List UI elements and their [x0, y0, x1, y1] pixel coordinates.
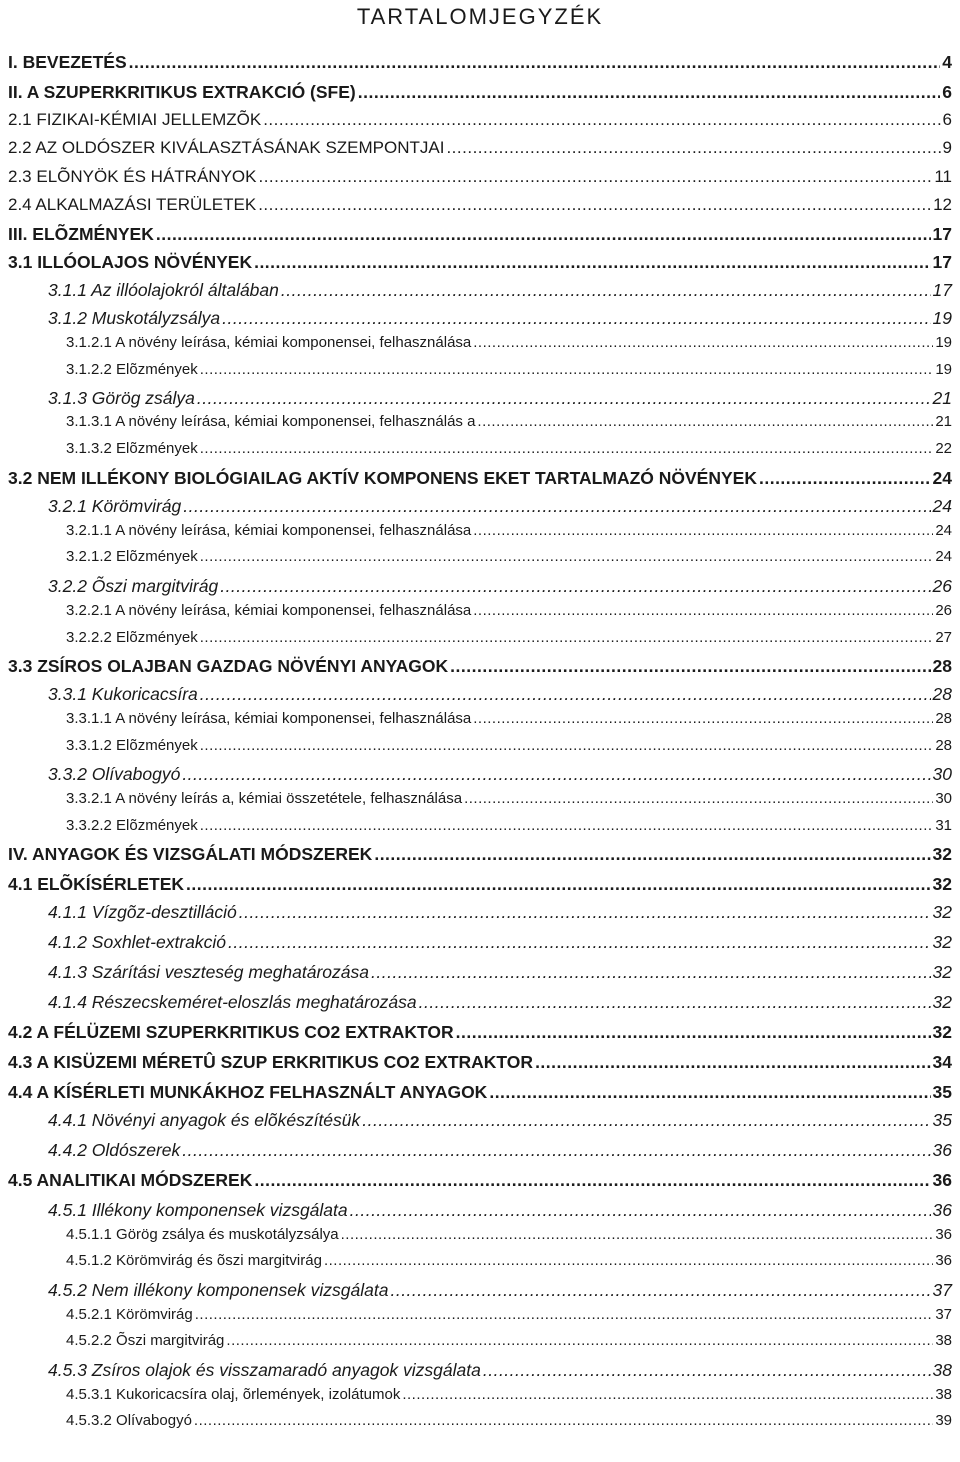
toc-entry-page: 36	[935, 1226, 952, 1243]
toc-entry-label: III. ELÕZMÉNYEK	[8, 224, 154, 244]
toc-entry[interactable]	[48, 962, 952, 983]
toc-entry-page: 38	[935, 1386, 952, 1403]
toc-entry[interactable]	[66, 522, 952, 539]
toc-entry-label: 2.2 AZ OLDÓSZER KIVÁLASZTÁSÁNAK SZEMPONTJAI	[8, 138, 445, 157]
toc-entry-label: 3.1.2.1 A növény leírása, kémiai komponensei, felhasználása	[66, 334, 472, 351]
toc-entry-page: 28	[932, 684, 952, 704]
dot-leader	[182, 764, 930, 785]
dot-leader	[228, 932, 931, 953]
toc-entry[interactable]	[66, 1412, 952, 1429]
toc-entry-label: 4.4 A KÍSÉRLETI MUNKÁKHOZ FELHASZNÁLT ANYAGOK	[8, 1082, 488, 1102]
toc-entry[interactable]	[66, 1386, 952, 1403]
toc-entry[interactable]	[66, 548, 952, 565]
toc-entry-label: 4.5.2 Nem illékony komponensek vizsgálata	[48, 1280, 389, 1300]
dot-leader	[350, 1200, 931, 1221]
dot-leader	[263, 110, 940, 130]
toc-entry-page: 38	[932, 1360, 952, 1380]
toc-entry-label: 3.3.1.1 A növény leírása, kémiai komponensei, felhasználása	[66, 710, 472, 727]
toc-entry-label: 4.4.2 Oldószerek	[48, 1140, 181, 1160]
toc-entry-page: 24	[932, 468, 952, 488]
toc-entry-label: 4.5.2.2 Õszi margitvirág	[66, 1332, 225, 1349]
dot-leader	[281, 280, 931, 301]
toc-entry-page: 32	[932, 962, 952, 982]
toc-entry-label: 3.2.2.1 A növény leírása, kémiai komponensei, felhasználása	[66, 602, 472, 619]
toc-entry[interactable]	[66, 334, 952, 351]
toc-entry-page: 34	[932, 1052, 952, 1072]
toc-entry[interactable]	[66, 1252, 952, 1269]
toc-entry-page: 36	[932, 1170, 952, 1190]
dot-leader	[226, 1332, 933, 1349]
toc-entry-label: 4.5.1.1 Görög zsálya és muskotályzsálya	[66, 1226, 339, 1243]
toc-entry-label: 3.1.2 Muskotályzsálya	[48, 308, 221, 328]
toc-entry-page: 26	[935, 602, 952, 619]
dot-leader	[200, 684, 931, 705]
toc-entry-label: 3.3.2.1 A növény leírás a, kémiai összetétele, felhasználása	[66, 790, 463, 807]
toc-entry-page: 11	[934, 167, 952, 186]
toc-entry[interactable]	[8, 195, 952, 215]
dot-leader	[254, 1170, 930, 1191]
toc-entry[interactable]	[8, 874, 952, 895]
toc-entry-label: 4.1.1 Vízgõz-desztilláció	[48, 902, 237, 922]
toc-entry-page: 30	[932, 764, 952, 784]
toc-entry-page: 32	[932, 1022, 952, 1042]
dot-leader	[390, 1280, 930, 1301]
toc-entry-label: 4.2 A FÉLÜZEMI SZUPERKRITIKUS CO2 EXTRAKTOR	[8, 1022, 454, 1042]
toc-entry-label: 3.3.2.2 Elõzmények	[66, 817, 198, 834]
toc-entry[interactable]	[8, 1170, 952, 1191]
toc-entry-page: 30	[935, 790, 952, 807]
toc-entry[interactable]	[48, 1140, 952, 1161]
toc-entry-page: 35	[932, 1082, 952, 1102]
dot-leader	[254, 252, 930, 273]
toc-entry-page: 24	[935, 548, 952, 565]
toc-entry-page: 31	[935, 817, 952, 834]
toc-entry[interactable]	[8, 138, 952, 158]
dot-leader	[419, 992, 931, 1013]
toc-entry-label: 4.5 ANALITIKAI MÓDSZEREK	[8, 1170, 253, 1190]
dot-leader	[473, 602, 933, 619]
toc-entry-label: 3.3.1 Kukoricacsíra	[48, 684, 198, 704]
toc-entry[interactable]	[8, 1022, 952, 1043]
dot-leader	[200, 817, 934, 834]
toc-entry[interactable]	[66, 629, 952, 646]
dot-leader	[186, 874, 931, 895]
toc-entry[interactable]	[8, 82, 952, 103]
toc-entry-label: 3.1 ILLÓOLAJOS NÖVÉNYEK	[8, 252, 253, 272]
dot-leader	[489, 1082, 930, 1103]
toc-entry-page: 36	[932, 1140, 952, 1160]
toc-entry-label: 3.1.3.1 A növény leírása, kémiai komponensei, felhasználás a	[66, 413, 476, 430]
toc-entry[interactable]	[48, 1360, 952, 1381]
toc-entry-page: 28	[932, 656, 952, 676]
toc-entry-page: 28	[935, 737, 952, 754]
toc-entry[interactable]	[8, 468, 952, 489]
toc-entry[interactable]	[66, 413, 952, 430]
toc-entry-page: 37	[932, 1280, 952, 1300]
toc-entry-label: 4.4.1 Növényi anyagok és elõkészítésük	[48, 1110, 361, 1130]
toc-entry-page: 28	[935, 710, 952, 727]
toc-entry-page: 9	[942, 138, 952, 157]
toc-entry-page: 35	[932, 1110, 952, 1130]
toc-entry[interactable]	[8, 167, 952, 187]
toc-entry[interactable]	[48, 280, 952, 301]
toc-entry-label: 4.1 ELÕKÍSÉRLETEK	[8, 874, 185, 894]
toc-entry-page: 6	[942, 110, 952, 129]
toc-entry-page: 32	[932, 874, 952, 894]
dot-leader	[156, 224, 931, 245]
toc-entry[interactable]	[48, 1280, 952, 1301]
toc-entry[interactable]	[48, 764, 952, 785]
toc-entry-page: 36	[935, 1252, 952, 1269]
toc-entry-label: 3.1.1 Az illóolajokról általában	[48, 280, 279, 300]
toc-entry[interactable]	[8, 252, 952, 273]
toc-entry[interactable]	[8, 1052, 952, 1073]
dot-leader	[200, 548, 934, 565]
toc-entry-page: 4	[942, 52, 952, 72]
toc-entry-label: 3.2.1.1 A növény leírása, kémiai komponensei, felhasználása	[66, 522, 472, 539]
toc-entry-page: 12	[933, 195, 952, 214]
toc-entry[interactable]	[48, 496, 952, 517]
dot-leader	[535, 1052, 930, 1073]
dot-leader	[450, 656, 930, 677]
toc-entry[interactable]	[66, 361, 952, 378]
toc-entry-page: 32	[932, 992, 952, 1012]
dot-leader	[456, 1022, 931, 1043]
toc-entry-page: 26	[932, 576, 952, 596]
toc-entry-page: 17	[932, 280, 952, 300]
toc-entry-page: 21	[932, 388, 952, 408]
toc-entry[interactable]	[66, 1306, 952, 1323]
toc-entry-label: 3.2 NEM ILLÉKONY BIOLÓGIAILAG AKTÍV KOMPONENS EKET TARTALMAZÓ NÖVÉNYEK	[8, 468, 757, 488]
dot-leader	[477, 413, 933, 430]
toc-entry-label: 3.1.3 Görög zsálya	[48, 388, 195, 408]
toc-entry-label: IV. ANYAGOK ÉS VIZSGÁLATI MÓDSZEREK	[8, 844, 373, 864]
toc-entry-page: 17	[932, 252, 952, 272]
toc-entry-label: 3.3.1.2 Elõzmények	[66, 737, 198, 754]
toc-entry-page: 38	[935, 1332, 952, 1349]
toc-entry-page: 6	[942, 82, 952, 102]
dot-leader	[759, 468, 931, 489]
toc-entry-label: 4.5.3 Zsíros olajok és visszamaradó anyagok vizsgálata	[48, 1360, 481, 1380]
toc-entry-page: 32	[932, 902, 952, 922]
dot-leader	[362, 1110, 930, 1131]
toc-entry-label: 4.1.2 Soxhlet-extrakció	[48, 932, 227, 952]
toc-entry[interactable]	[8, 110, 952, 130]
toc-entry[interactable]	[8, 844, 952, 865]
dot-leader	[483, 1360, 931, 1381]
dot-leader	[258, 195, 931, 215]
dot-leader	[402, 1386, 933, 1403]
toc-entry-page: 24	[932, 496, 952, 516]
toc-entry-label: 3.3 ZSÍROS OLAJBAN GAZDAG NÖVÉNYI ANYAGOK	[8, 656, 449, 676]
toc-entry-page: 21	[935, 413, 952, 430]
dot-leader	[200, 737, 934, 754]
toc-entry[interactable]	[66, 1226, 952, 1243]
dot-leader	[194, 1412, 933, 1429]
toc-entry[interactable]	[48, 308, 952, 329]
toc-entry[interactable]	[48, 1200, 952, 1221]
dot-leader	[446, 138, 940, 158]
toc-entry-page: 17	[932, 224, 952, 244]
dot-leader	[374, 844, 930, 865]
dot-leader	[197, 388, 931, 409]
toc-entry[interactable]	[66, 710, 952, 727]
toc-entry[interactable]	[66, 440, 952, 457]
toc-entry-label: 3.2.2.2 Elõzmények	[66, 629, 198, 646]
toc-entry[interactable]	[8, 52, 952, 73]
dot-leader	[200, 361, 934, 378]
toc-entry-page: 22	[935, 440, 952, 457]
dot-leader	[473, 710, 933, 727]
toc-entry-page: 32	[932, 844, 952, 864]
toc-entry-page: 24	[935, 522, 952, 539]
toc-entry-label: 4.3 A KISÜZEMI MÉRETÛ SZUP ERKRITIKUS CO2 EXTRAKTOR	[8, 1052, 534, 1072]
toc-entry[interactable]	[48, 902, 952, 923]
toc-entry[interactable]	[48, 684, 952, 705]
toc-entry-label: II. A SZUPERKRITIKUS EXTRAKCIÓ (SFE)	[8, 82, 356, 102]
dot-leader	[200, 629, 934, 646]
toc-entry-label: 3.2.2 Õszi margitvirág	[48, 576, 219, 596]
dot-leader	[182, 1140, 930, 1161]
toc-entry[interactable]	[66, 790, 952, 807]
toc-entry-label: 4.1.4 Részecskeméret-eloszlás meghatározása	[48, 992, 417, 1012]
toc-entry-label: 4.5.1.2 Körömvirág és õszi margitvirág	[66, 1252, 322, 1269]
toc-entry-label: I. BEVEZETÉS	[8, 52, 127, 72]
toc-entry-page: 19	[932, 308, 952, 328]
toc-entry[interactable]	[48, 388, 952, 409]
toc-entry[interactable]	[48, 576, 952, 597]
dot-leader	[239, 902, 931, 923]
toc-entry-label: 3.2.1.2 Elõzmények	[66, 548, 198, 565]
toc-entry-label: 4.5.3.2 Olívabogyó	[66, 1412, 192, 1429]
toc-entry-page: 36	[932, 1200, 952, 1220]
toc-entry[interactable]	[66, 602, 952, 619]
toc-entry-label: 3.1.2.2 Elõzmények	[66, 361, 198, 378]
dot-leader	[371, 962, 931, 983]
page-title: TARTALOMJEGYZÉK	[356, 4, 604, 29]
toc-entry-page: 32	[932, 932, 952, 952]
toc-entry[interactable]	[48, 992, 952, 1013]
toc-entry-label: 4.5.3.1 Kukoricacsíra olaj, õrlemények, izolátumok	[66, 1386, 401, 1403]
toc-entry[interactable]	[8, 224, 952, 245]
toc-entry-label: 4.1.3 Szárítási veszteség meghatározása	[48, 962, 370, 982]
toc-entry-label: 2.3 ELÕNYÖK ÉS HÁTRÁNYOK	[8, 167, 257, 186]
toc-entry[interactable]	[8, 656, 952, 677]
toc-entry-label: 2.1 FIZIKAI-KÉMIAI JELLEMZÕK	[8, 110, 262, 129]
dot-leader	[258, 167, 932, 187]
dot-leader	[222, 308, 930, 329]
toc-entry[interactable]	[66, 1332, 952, 1349]
toc-entry-page: 37	[935, 1306, 952, 1323]
toc-entry-page: 27	[935, 629, 952, 646]
dot-leader	[473, 334, 933, 351]
toc-entry-page: 39	[935, 1412, 952, 1429]
toc-entry-label: 3.2.1 Körömvirág	[48, 496, 182, 516]
toc-entry-label: 2.4 ALKALMAZÁSI TERÜLETEK	[8, 195, 257, 214]
toc-entry-label: 3.1.3.2 Elõzmények	[66, 440, 198, 457]
dot-leader	[183, 496, 930, 517]
toc-entry[interactable]	[48, 1110, 952, 1131]
toc-entry-page: 19	[935, 361, 952, 378]
toc-entry-page: 19	[935, 334, 952, 351]
dot-leader	[200, 440, 934, 457]
dot-leader	[341, 1226, 934, 1243]
toc-entry[interactable]	[8, 1082, 952, 1103]
dot-leader	[464, 790, 933, 807]
toc-entry-label: 4.5.2.1 Körömvirág	[66, 1306, 193, 1323]
dot-leader	[358, 82, 941, 103]
dot-leader	[473, 522, 933, 539]
toc-entry-label: 3.3.2 Olívabogyó	[48, 764, 181, 784]
dot-leader	[324, 1252, 933, 1269]
toc-entry[interactable]	[66, 817, 952, 834]
toc-entry[interactable]	[48, 932, 952, 953]
toc-entry[interactable]	[66, 737, 952, 754]
dot-leader	[195, 1306, 934, 1323]
dot-leader	[129, 52, 941, 73]
toc-entry-label: 4.5.1 Illékony komponensek vizsgálata	[48, 1200, 348, 1220]
dot-leader	[220, 576, 930, 597]
